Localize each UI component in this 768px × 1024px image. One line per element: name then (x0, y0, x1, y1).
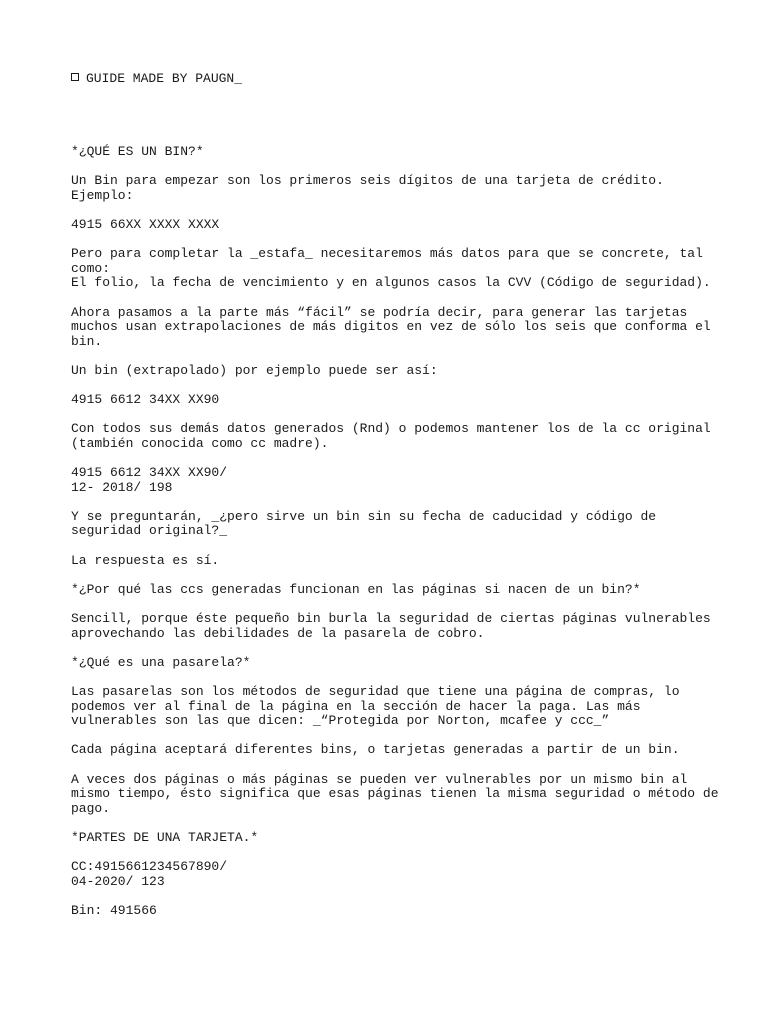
text-line: Pero para completar la _estafa_ necesitaremos más datos para que se concrete, tal (71, 246, 703, 262)
text-line: 4915 6612 34XX XX90/ (71, 465, 228, 481)
text-line: mismo tiempo, ésto significa que esas páginas tienen la misma seguridad o método de (71, 786, 719, 802)
section-heading (71, 656, 701, 671)
text-line: La respuesta es sí. (71, 552, 220, 568)
example-block (71, 218, 701, 233)
text-line: 4915 6612 34XX XX90 (71, 392, 220, 408)
text-line: CC:4915661234567890/ (71, 859, 228, 875)
text-line: bin. (71, 333, 103, 349)
paragraph (71, 304, 711, 350)
paragraph (71, 421, 711, 451)
paragraph (71, 771, 719, 817)
example-block (71, 393, 701, 408)
document-body (71, 143, 719, 918)
paragraph (71, 743, 701, 758)
text-line: *PARTES DE UNA TARJETA.* (71, 829, 259, 845)
document-title-line (71, 72, 701, 87)
text-line: 04-2020/ 123 (71, 873, 165, 889)
text-line: Sencill, porque éste pequeño bin burla la seguridad de ciertas páginas vulnerables (71, 610, 711, 626)
section-heading (71, 583, 701, 598)
text-line: podemos ver al final de la página en la sección de hacer la paga. Las más (71, 698, 641, 714)
paragraph (71, 364, 701, 379)
example-block (71, 860, 701, 889)
paragraph (71, 685, 701, 729)
paragraph (71, 554, 701, 569)
text-line: *¿Por qué las ccs generadas funcionan en las páginas si nacen de un bin?* (71, 581, 641, 597)
paragraph (71, 174, 701, 203)
text-line: pago. (71, 800, 111, 816)
text-line: (también conocida como cc madre). (71, 435, 329, 451)
text-line: Bin: 491566 (71, 902, 157, 918)
text-line: El folio, la fecha de vencimiento y en algunos casos la CVV (Código de seguridad). (71, 275, 711, 291)
text-line: A veces dos páginas o más páginas se pueden ver vulnerables por un mismo bin al (71, 771, 688, 787)
text-line: como: (71, 260, 111, 276)
text-line: Cada página aceptará diferentes bins, o tarjetas generadas a partir de un bin. (71, 742, 680, 758)
text-line: vulnerables son las que dicen: _“Protegida por Norton, mcafee y ccc_” (71, 713, 610, 729)
text-line: Y se preguntarán, _¿pero sirve un bin sin su fecha de caducidad y código de (71, 508, 657, 524)
example-block (71, 466, 701, 495)
text-line: *¿Qué es una pasarela?* (71, 654, 251, 670)
paragraph (71, 510, 701, 539)
text-line: Con todos sus demás datos generados (Rnd) o podemos mantener los de la cc original (71, 421, 711, 437)
text-line: Ejemplo: (71, 187, 134, 203)
paragraph (71, 610, 711, 641)
text-line: aprovechando las debilidades de la pasarela de cobro. (71, 625, 485, 641)
paragraph (71, 246, 711, 291)
text-line: Las pasarelas son los métodos de seguridad que tiene una página de compras, lo (71, 683, 680, 699)
section-heading (71, 831, 701, 846)
document-page (71, 71, 719, 933)
text-line: muchos usan extrapolaciones de más digitos en vez de sólo los seis que conforma el (71, 319, 711, 335)
text-line: 4915 66XX XXXX XXXX (71, 216, 220, 232)
section-heading (71, 145, 701, 160)
text-line: seguridad original?_ (71, 523, 228, 539)
box-bullet-icon (71, 73, 79, 81)
document-title: GUIDE MADE BY PAUGN_ (86, 71, 243, 86)
text-line: *¿QUÉ ES UN BIN?* (71, 143, 204, 159)
text-line: Ahora pasamos a la parte más “fácil” se podría decir, para generar las tarjetas (71, 304, 688, 320)
text-line: Un bin (extrapolado) por ejemplo puede ser así: (71, 362, 438, 378)
example-block (71, 904, 701, 919)
text-line: 12- 2018/ 198 (71, 479, 173, 495)
text-line: Un Bin para empezar son los primeros seis dígitos de una tarjeta de crédito. (71, 173, 664, 189)
